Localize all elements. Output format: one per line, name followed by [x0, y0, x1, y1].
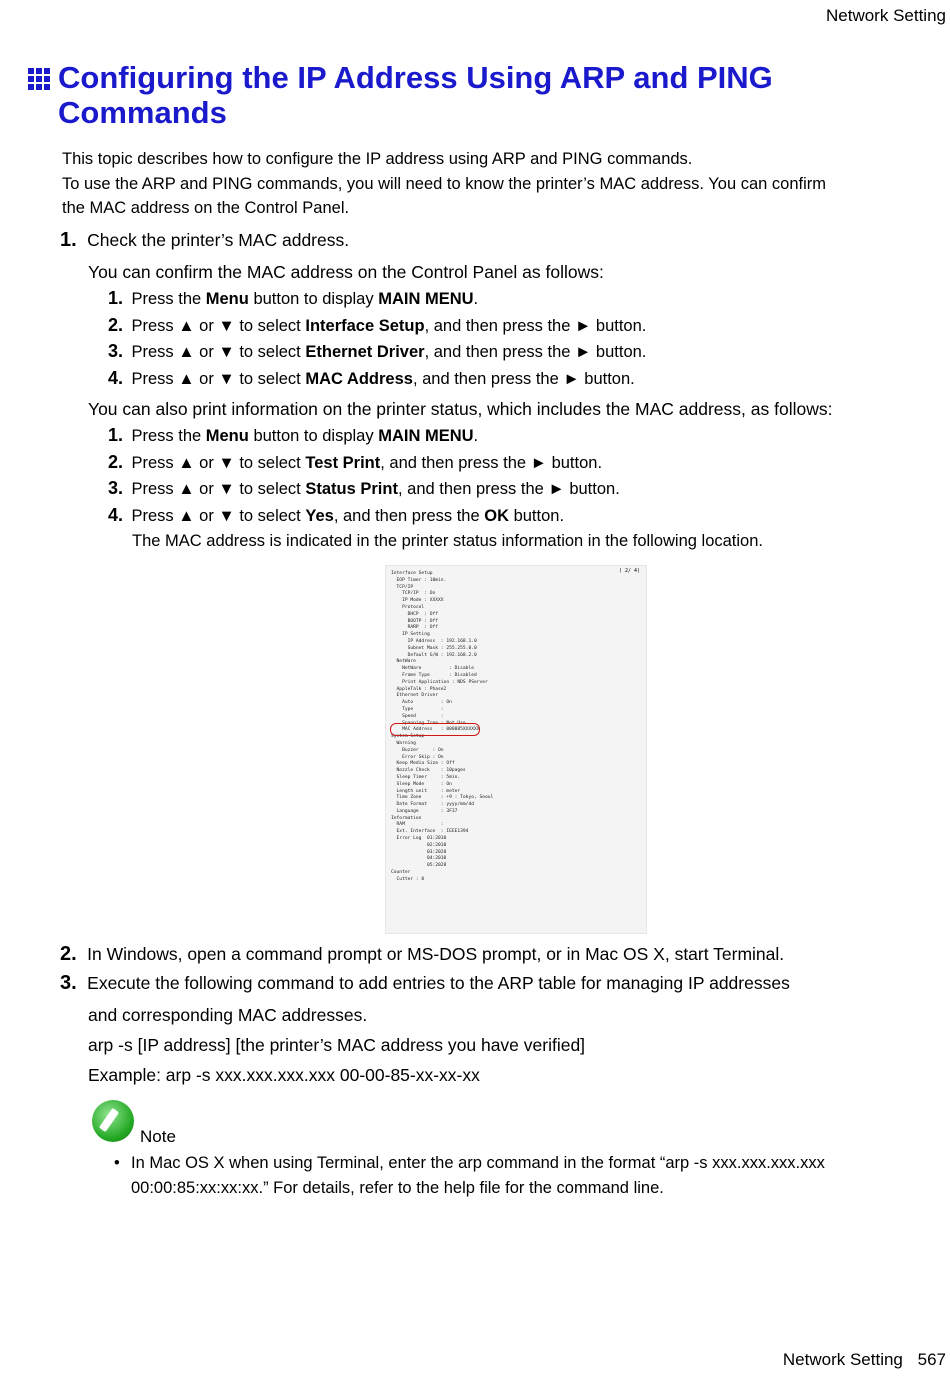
section-grid-icon	[28, 68, 52, 90]
item-text: Press ▲ or ▼ to select	[131, 454, 306, 472]
step-1	[60, 229, 349, 252]
item-text: , and then press the ► button.	[412, 370, 635, 388]
note-label: Note	[140, 1127, 176, 1146]
step-number: 3.	[60, 972, 77, 994]
item-text: button to display	[248, 290, 379, 308]
item-text: , and then press the	[333, 507, 485, 525]
page-number: 567	[917, 1350, 946, 1369]
item-text: button to display	[248, 427, 379, 445]
step-1-para-2: You can also print information on the printer status, which includes the MAC address, as follows:	[88, 399, 833, 419]
item-number: 2.	[108, 452, 124, 472]
page-title	[28, 60, 928, 130]
item-text: .	[473, 290, 479, 308]
item-text: Press ▲ or ▼ to select	[131, 507, 306, 525]
mac-address-highlight	[390, 723, 480, 736]
item-number: 3.	[108, 341, 124, 361]
item-text: Press the	[131, 427, 206, 445]
note-pencil-icon	[92, 1100, 134, 1142]
item-text: button.	[509, 507, 565, 525]
footer-section: Network Setting	[782, 1350, 903, 1369]
step-number: 1.	[60, 229, 77, 251]
printout-text: Interface Setup EOP Timer : 10min. TCP/IP TCP/IP : On IP Mode : XXXXX Protocol DHCP : Off BOOTP : Off RARP : Off IP Setting IP Address : 192.168.1.0 Subnet Mask : 255.255.0.0 Default G/W : 192.168.2.0 NetWare NetWare : Disable Frame Type : Disabled Print Application : NDS PServer AppleTalk : Phase2 Ethernet Driver Auto : On Type : Speed : Spanning Tree : Not Use MAC Address : 000085XXXXXX System Setup Warning Buzzer : On Error Skip : On Keep Media Size : Off Nozzle Check : 10pages Sleep Timer : 5min. Sleep Mode : On Length unit : meter Time Zone : +9 : Tokyo, Seoul Date Format : yyyy/mm/dd Language : 3F37 Information RAM : Ext. Interface : IEEE1394 Error Log 01:2010 02:2010 03:2028 04:2010 05:2028 Counter Cutter : 0	[391, 571, 494, 882]
item-number: 1.	[108, 425, 124, 445]
note-line-1: In Mac OS X when using Terminal, enter the arp command in the format “arp -s xxx.xxx.xxx.xxx	[131, 1154, 825, 1172]
title-text: Configuring the IP Address Using ARP and PING Commands	[58, 60, 773, 130]
intro-line: the MAC address on the Control Panel.	[62, 199, 350, 217]
list2-item-1	[108, 425, 478, 446]
step-text: In Windows, open a command prompt or MS-DOS prompt, or in Mac OS X, start Terminal.	[87, 944, 785, 964]
item-bold: MAIN MENU	[378, 427, 474, 445]
list1-item-3	[108, 341, 646, 362]
item-bold: Interface Setup	[305, 317, 425, 335]
item-number: 1.	[108, 288, 124, 308]
step-1-para-1: You can confirm the MAC address on the Control Panel as follows:	[88, 262, 604, 282]
step-2	[60, 943, 784, 966]
item-text: , and then press the ► button.	[397, 480, 620, 498]
item-bold: Ethernet Driver	[305, 343, 425, 361]
step-number: 2.	[60, 943, 77, 965]
intro-line: To use the ARP and PING commands, you will need to know the printer’s MAC address. You can confirm	[62, 174, 826, 193]
arp-example: Example: arp -s xxx.xxx.xxx.xxx 00-00-85-xx-xx-xx	[88, 1065, 480, 1085]
item-text: , and then press the ► button.	[424, 317, 647, 335]
item-bold: OK	[484, 507, 509, 525]
printout-page-mark: ( 2/ 4)	[618, 568, 640, 574]
status-printout-image	[385, 565, 647, 934]
item-text: , and then press the ► button.	[424, 343, 647, 361]
note-bullet: •	[114, 1154, 120, 1172]
list2-item-4	[108, 505, 564, 526]
item-bold: Status Print	[305, 480, 398, 498]
item-bold: Menu	[205, 427, 249, 445]
item-text: Press ▲ or ▼ to select	[131, 343, 306, 361]
step-text: Check the printer’s MAC address.	[87, 230, 350, 250]
item-number: 4.	[108, 505, 124, 525]
item-text: , and then press the ► button.	[380, 454, 603, 472]
note-line-2: 00:00:85:xx:xx:xx.” For details, refer to the help file for the command line.	[131, 1179, 664, 1197]
item-bold: Yes	[305, 507, 334, 525]
step-3	[60, 972, 790, 995]
page-footer	[783, 1350, 946, 1370]
item-text: Press ▲ or ▼ to select	[131, 370, 306, 388]
printout-caption: The MAC address is indicated in the printer status information in the following location.	[132, 532, 763, 550]
item-text: Press ▲ or ▼ to select	[131, 317, 306, 335]
item-bold: MAC Address	[305, 370, 413, 388]
item-bold: MAIN MENU	[378, 290, 474, 308]
arp-syntax: arp -s [IP address] [the printer’s MAC address you have verified]	[88, 1035, 586, 1055]
list2-item-3	[108, 478, 620, 499]
item-number: 3.	[108, 478, 124, 498]
intro-line: This topic describes how to configure the IP address using ARP and PING commands.	[62, 150, 693, 168]
item-number: 2.	[108, 315, 124, 335]
list1-item-2	[108, 315, 646, 336]
step-3-line-2: and corresponding MAC addresses.	[88, 1005, 368, 1025]
list1-item-4	[108, 368, 635, 389]
list1-item-1	[108, 288, 478, 309]
item-number: 4.	[108, 368, 124, 388]
item-bold: Test Print	[305, 454, 381, 472]
item-text: Press ▲ or ▼ to select	[131, 480, 306, 498]
running-header: Network Setting	[826, 6, 946, 25]
item-text: .	[473, 427, 479, 445]
item-bold: Menu	[205, 290, 249, 308]
list2-item-2	[108, 452, 602, 473]
item-text: Press the	[131, 290, 206, 308]
step-text: Execute the following command to add entries to the ARP table for managing IP addresses	[87, 973, 790, 993]
intro-paragraph	[62, 147, 922, 221]
